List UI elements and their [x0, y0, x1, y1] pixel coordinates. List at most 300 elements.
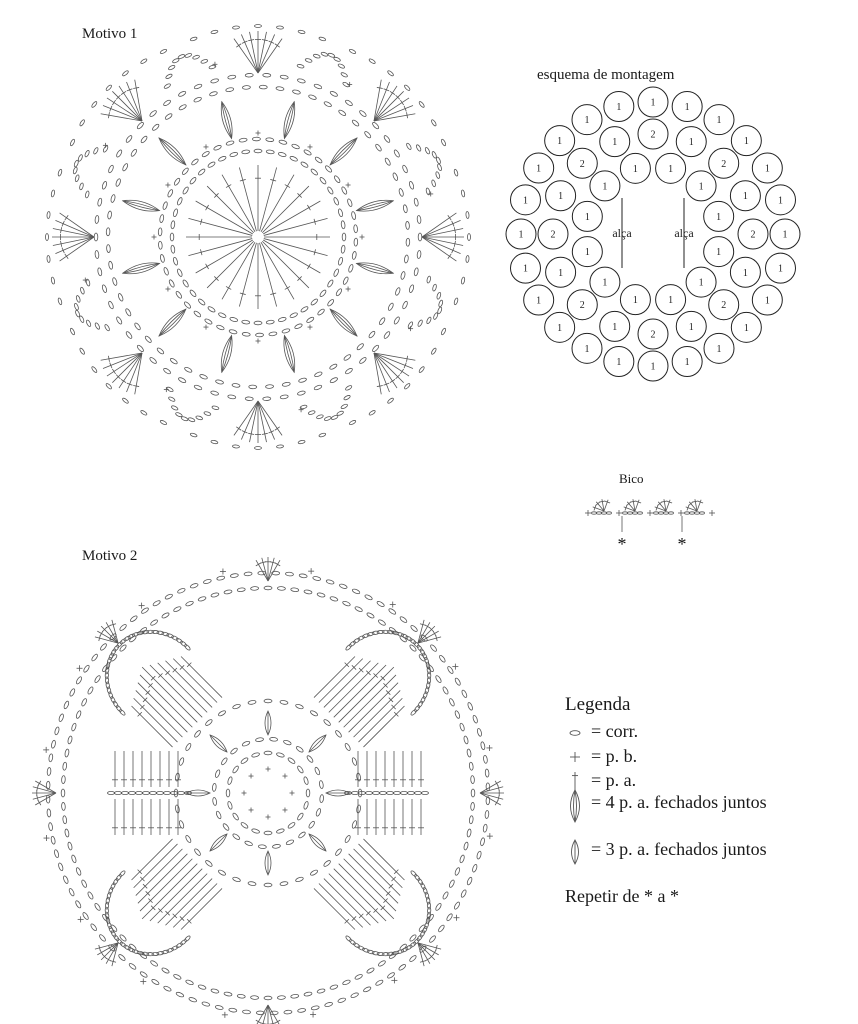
- chain-stitch: [75, 710, 81, 719]
- cluster-stitch: [159, 309, 186, 336]
- chain-stitch: [160, 254, 165, 263]
- chain-stitch: [266, 320, 274, 325]
- chain-stitch: [700, 512, 705, 514]
- chain-stitch: [342, 600, 351, 606]
- cluster-line: [222, 336, 232, 373]
- chain-stitch: [75, 867, 81, 876]
- dc-bar: [275, 563, 280, 566]
- chain-stitch: [460, 889, 467, 898]
- chain-stitch: [125, 308, 132, 317]
- chain-stitch: [81, 698, 88, 707]
- chain-stitch: [214, 769, 220, 778]
- chain-stitch: [471, 789, 475, 797]
- assembly-circle-label: 1: [612, 321, 618, 333]
- dc-stitch: [324, 661, 371, 708]
- dc-bar: [65, 254, 68, 259]
- chain-stitch: [245, 73, 253, 77]
- cluster-line: [330, 309, 357, 336]
- cluster-line: [284, 336, 294, 373]
- chain-stitch: [175, 805, 180, 814]
- chain-stitch: [368, 410, 376, 416]
- chain-stitch: [256, 333, 264, 337]
- chain-stitch: [409, 644, 417, 652]
- chain-stitch: [163, 367, 172, 374]
- chain-stitch: [225, 87, 234, 92]
- chain-stitch: [118, 954, 126, 962]
- chain-stitch: [417, 319, 423, 327]
- dc-bar: [121, 379, 126, 382]
- assembly-circle-label: 1: [584, 115, 590, 127]
- legend-item-cluster3: = 3 p. a. fechados juntos: [591, 839, 767, 859]
- chain-stitch: [193, 310, 202, 318]
- chain-stitch: [136, 791, 143, 794]
- dc-stitch: [134, 698, 178, 742]
- chain-stitch: [212, 405, 220, 410]
- chain-stitch: [232, 765, 240, 774]
- chain-stitch: [80, 287, 85, 295]
- chain-stitch: [372, 121, 380, 129]
- dc-stitch: [181, 657, 222, 698]
- chain-stitch: [108, 165, 115, 174]
- assembly-circle-label: 1: [778, 263, 784, 275]
- dc-stitch: [150, 665, 202, 717]
- chain-stitch: [140, 410, 148, 416]
- chain-stitch: [417, 215, 421, 223]
- chain-stitch: [305, 58, 313, 63]
- cluster-line: [159, 309, 186, 336]
- dc-bar: [390, 379, 395, 382]
- chain-stitch: [387, 791, 394, 794]
- chain-stitch: [353, 637, 361, 643]
- assembly-circle-label: 1: [742, 191, 748, 203]
- chain-stitch: [399, 616, 408, 624]
- chain-stitch: [200, 59, 208, 64]
- assembly-circle-label: 2: [721, 300, 727, 312]
- chain-stitch: [436, 292, 441, 300]
- chain-stitch: [226, 140, 235, 146]
- assembly-circle-label: 1: [743, 136, 749, 148]
- chain-stitch: [185, 743, 192, 752]
- chain-stitch: [417, 250, 421, 258]
- dc-stitch: [134, 844, 178, 888]
- cluster-line: [123, 201, 160, 211]
- chain-stitch: [104, 324, 110, 332]
- dc-stitch: [260, 167, 277, 231]
- chain-stitch: [294, 323, 303, 330]
- dc-stitch: [334, 665, 386, 717]
- assembly-title: esquema de montagem: [537, 67, 675, 83]
- chain-stitch: [480, 837, 485, 846]
- chain-stitch: [101, 284, 107, 293]
- chain-stitch: [266, 150, 274, 155]
- chain-stitch: [429, 935, 437, 943]
- dc-stitch: [264, 239, 328, 256]
- chain-stitch: [342, 979, 351, 985]
- assembly-circle-label: 1: [602, 181, 608, 193]
- chain-stitch: [244, 840, 253, 846]
- chain-stitch: [311, 1005, 320, 1010]
- chain-stitch: [165, 73, 173, 79]
- dc-stitch: [480, 787, 503, 793]
- chain-stitch: [194, 730, 202, 738]
- chain-stitch: [222, 823, 230, 831]
- chain-stitch: [339, 583, 348, 589]
- chain-stitch: [244, 572, 252, 576]
- dc-bar: [448, 254, 451, 259]
- chain-stitch: [173, 973, 182, 980]
- assembly-circle-label: 2: [721, 158, 727, 170]
- chain-stitch: [298, 440, 305, 444]
- chain-stitch: [221, 757, 229, 766]
- dc-stitch: [33, 787, 56, 793]
- chain-stitch: [654, 512, 659, 514]
- chain-stitch: [410, 870, 417, 877]
- chain-stitch: [472, 715, 478, 724]
- dc-stitch: [222, 175, 255, 232]
- chain-stitch: [119, 934, 127, 942]
- chain-stitch: [345, 385, 353, 391]
- chain-stitch: [171, 405, 179, 411]
- chain-stitch: [404, 255, 409, 263]
- chain-stitch: [202, 1001, 211, 1007]
- chain-stitch: [97, 198, 102, 207]
- chain-stitch: [46, 234, 49, 241]
- chain-stitch: [48, 822, 53, 830]
- assembly-circle-label: 1: [536, 295, 542, 307]
- chain-stitch: [335, 288, 342, 297]
- dc-stitch: [173, 884, 217, 928]
- chain-stitch: [291, 143, 300, 149]
- dc-stitch: [480, 793, 501, 805]
- chain-stitch: [319, 780, 324, 788]
- chain-stitch: [270, 1011, 278, 1015]
- chain-stitch: [570, 731, 580, 736]
- cluster-line: [357, 263, 394, 273]
- dc-stitch: [264, 218, 328, 235]
- dc-bar: [495, 800, 498, 805]
- chain-stitch: [264, 699, 272, 703]
- chain-stitch: [264, 831, 272, 835]
- chain-stitch: [306, 755, 314, 763]
- chain-stitch: [659, 512, 664, 514]
- chain-stitch: [344, 835, 351, 844]
- chain-stitch: [51, 277, 55, 284]
- dc-stitch: [354, 849, 401, 896]
- chain-stitch: [431, 347, 437, 355]
- chain-stitch: [373, 791, 380, 794]
- chain-stitch: [197, 168, 205, 176]
- chain-stitch: [91, 101, 98, 108]
- chain-stitch: [380, 791, 387, 794]
- dc-stitch: [263, 240, 320, 273]
- chain-stitch: [58, 713, 64, 722]
- chain-stitch: [324, 165, 332, 173]
- chain-stitch: [351, 119, 359, 127]
- chain-stitch: [437, 163, 442, 171]
- chain-stitch: [76, 295, 81, 303]
- chain-stitch: [597, 512, 602, 514]
- chain-stitch: [125, 135, 133, 144]
- chain-stitch: [349, 939, 356, 946]
- chain-stitch: [218, 869, 227, 876]
- assembly-circle-label: 1: [684, 101, 690, 113]
- dc-stitch: [136, 849, 183, 896]
- chain-stitch: [61, 802, 65, 810]
- chain-stitch: [48, 754, 53, 762]
- chain-stitch: [210, 78, 219, 84]
- chain-stitch: [446, 913, 453, 922]
- dc-bar: [390, 91, 395, 94]
- chain-stitch: [75, 174, 80, 182]
- chain-stitch: [378, 960, 387, 967]
- chain-stitch: [310, 298, 318, 306]
- chain-stitch: [51, 740, 56, 749]
- chain-stitch: [327, 279, 334, 288]
- assembly-circle-label: 1: [522, 195, 528, 207]
- chain-stitch: [393, 316, 400, 325]
- chain-stitch: [286, 839, 295, 846]
- legend-icons: [570, 731, 580, 864]
- chain-stitch: [81, 879, 88, 888]
- chain-stitch: [297, 1008, 305, 1013]
- chain-stitch: [211, 592, 220, 598]
- chain-stitch: [160, 420, 168, 426]
- dc-stitch: [480, 793, 503, 799]
- chain-stitch: [454, 867, 460, 876]
- chain-stitch: [344, 743, 351, 752]
- cluster-line: [357, 201, 394, 211]
- chain-stitch: [161, 612, 170, 619]
- chain-stitch: [229, 317, 238, 323]
- chain-stitch: [237, 587, 245, 592]
- chain-stitch: [323, 719, 331, 727]
- bico-diagram: [585, 499, 715, 554]
- chain-stitch: [64, 749, 69, 758]
- chain-stitch: [276, 445, 283, 449]
- chain-stitch: [282, 382, 291, 387]
- chain-stitch: [430, 644, 438, 652]
- chain-stitch: [345, 935, 352, 942]
- chain-stitch: [150, 791, 157, 794]
- chain-stitch: [638, 512, 643, 514]
- dc-stitch: [35, 793, 56, 805]
- chain-stitch: [54, 849, 60, 858]
- chain-stitch: [91, 653, 99, 662]
- dc-stitch: [480, 781, 501, 793]
- dc-stitch: [207, 241, 254, 288]
- dc-stitch: [268, 560, 280, 581]
- chain-stitch: [130, 615, 139, 623]
- chain-stitch: [112, 701, 118, 709]
- chain-stitch: [303, 776, 309, 785]
- chain-stitch: [178, 54, 186, 60]
- chain-stitch: [211, 988, 220, 994]
- cluster-line: [309, 834, 326, 851]
- chain-stitch: [115, 791, 122, 794]
- chain-stitch: [140, 135, 148, 143]
- chain-stitch: [215, 811, 222, 820]
- chain-stitch: [416, 934, 423, 941]
- chain-stitch: [177, 588, 186, 594]
- chain-stitch: [87, 686, 94, 695]
- chain-stitch: [314, 371, 323, 378]
- chain-stitch: [327, 299, 335, 307]
- chain-stitch: [254, 321, 262, 325]
- chain-stitch: [607, 512, 612, 514]
- cluster-stitch: [159, 138, 186, 165]
- chain-stitch: [480, 741, 485, 750]
- chain-stitch: [184, 935, 191, 942]
- chain-stitch: [349, 640, 356, 647]
- chain-stitch: [242, 320, 250, 325]
- chain-stitch: [276, 828, 285, 834]
- chain-stitch: [292, 89, 301, 95]
- chain-stitch: [228, 75, 236, 80]
- chain-stitch: [466, 211, 470, 218]
- chain-stitch: [467, 702, 473, 711]
- chain-stitch: [341, 245, 346, 253]
- chain-stitch: [255, 447, 262, 450]
- chain-stitch: [359, 110, 367, 118]
- chain-stitch: [125, 331, 133, 340]
- chain-stitch: [98, 934, 106, 942]
- chain-stitch: [263, 73, 271, 77]
- assembly-circle-label: 1: [764, 163, 770, 175]
- chain-stitch: [404, 383, 411, 390]
- chain-stitch: [406, 238, 410, 246]
- motif2-title: Motivo 2: [82, 548, 138, 564]
- chain-stitch: [463, 736, 469, 745]
- chain-stitch: [441, 139, 447, 147]
- assembly-circle-label: 1: [782, 229, 788, 241]
- chain-stitch: [70, 139, 76, 147]
- chain-stitch: [149, 357, 157, 365]
- dc-stitch: [196, 201, 253, 234]
- chain-stitch: [333, 197, 340, 206]
- chain-stitch: [185, 600, 194, 606]
- chain-stitch: [173, 208, 179, 217]
- assembly-circle-label: 1: [584, 343, 590, 355]
- chain-stitch: [232, 703, 241, 709]
- cluster-line: [357, 263, 394, 273]
- dc-stitch: [140, 675, 192, 727]
- chain-stitch: [168, 279, 175, 288]
- chain-stitch: [178, 757, 184, 766]
- cluster-line: [357, 201, 394, 211]
- chain-stitch: [230, 747, 238, 755]
- assembly-circle-label: 2: [550, 229, 556, 241]
- chain-stitch: [324, 416, 332, 421]
- dc-stitch: [138, 683, 187, 732]
- chain-stitch: [426, 317, 432, 325]
- chain-stitch: [354, 225, 358, 233]
- chain-stitch: [289, 312, 298, 319]
- chain-stitch: [351, 211, 356, 220]
- dc-stitch: [196, 240, 253, 273]
- chain-stitch: [62, 762, 67, 770]
- chain-stitch: [403, 204, 408, 213]
- handle-label: alça: [612, 226, 632, 240]
- chain-stitch: [418, 366, 425, 373]
- chain-stitch: [342, 276, 349, 285]
- chain-stitch: [352, 251, 357, 260]
- assembly-circle-label: 1: [684, 357, 690, 369]
- chain-stitch: [70, 328, 76, 336]
- chain-stitch: [128, 962, 137, 970]
- chain-stitch: [229, 1008, 237, 1013]
- chain-stitch: [71, 855, 77, 864]
- chain-stitch: [182, 186, 189, 195]
- chain-stitch: [119, 709, 126, 716]
- dc-stitch: [138, 854, 187, 903]
- chain-stitch: [310, 168, 318, 176]
- chain-stitch: [119, 644, 127, 652]
- chain-stitch: [316, 414, 324, 419]
- chain-stitch: [224, 589, 233, 594]
- chain-stitch: [62, 816, 67, 824]
- cluster-line: [123, 263, 160, 273]
- chain-stitch: [287, 757, 296, 765]
- chain-stitch: [414, 268, 419, 277]
- chain-stitch: [215, 1005, 224, 1010]
- chain-stitch: [291, 994, 299, 999]
- chain-stitch: [323, 101, 332, 108]
- chain-stitch: [263, 397, 271, 401]
- chain-stitch: [239, 138, 247, 143]
- dc-stitch: [314, 888, 355, 929]
- dc-stitch: [207, 186, 254, 233]
- cluster-line: [210, 834, 227, 851]
- chain-stitch: [93, 147, 99, 155]
- chain-stitch: [163, 99, 172, 106]
- chain-stitch: [409, 181, 415, 190]
- chain-stitch: [330, 596, 339, 602]
- chain-stitch: [216, 324, 225, 330]
- chain-stitch: [158, 241, 162, 249]
- chain-stitch: [129, 791, 136, 794]
- chain-stitch: [466, 255, 470, 262]
- chain-stitch: [54, 727, 60, 736]
- dc-stitch: [334, 869, 386, 921]
- chain-stitch: [324, 1002, 333, 1008]
- chain-stitch: [173, 177, 180, 186]
- chain-stitch: [204, 318, 213, 325]
- assembly-circle-label: 1: [716, 343, 722, 355]
- legend-item-double-crochet: = p. a.: [591, 770, 637, 790]
- chain-stitch: [134, 322, 142, 331]
- assembly-circle-label: 1: [716, 115, 722, 127]
- chain-stitch: [378, 619, 387, 626]
- chain-stitch: [364, 594, 373, 601]
- chain-stitch: [435, 903, 442, 912]
- chain-stitch: [467, 829, 472, 838]
- chain-stitch: [461, 277, 465, 284]
- cluster-stitch: [330, 309, 357, 336]
- chain-stitch: [453, 901, 460, 910]
- assembly-circle-label: 1: [716, 211, 722, 223]
- chain-stitch: [122, 791, 129, 794]
- chain-stitch: [178, 104, 187, 111]
- chain-stitch: [459, 855, 465, 864]
- chain-stitch: [298, 377, 307, 383]
- chain-stitch: [466, 877, 473, 886]
- dc-stitch: [344, 675, 396, 727]
- dc-stitch: [158, 874, 207, 923]
- chain-stitch: [348, 264, 354, 273]
- chain-stitch: [168, 65, 176, 71]
- chain-stitch: [164, 113, 173, 121]
- chain-stitch: [295, 703, 304, 709]
